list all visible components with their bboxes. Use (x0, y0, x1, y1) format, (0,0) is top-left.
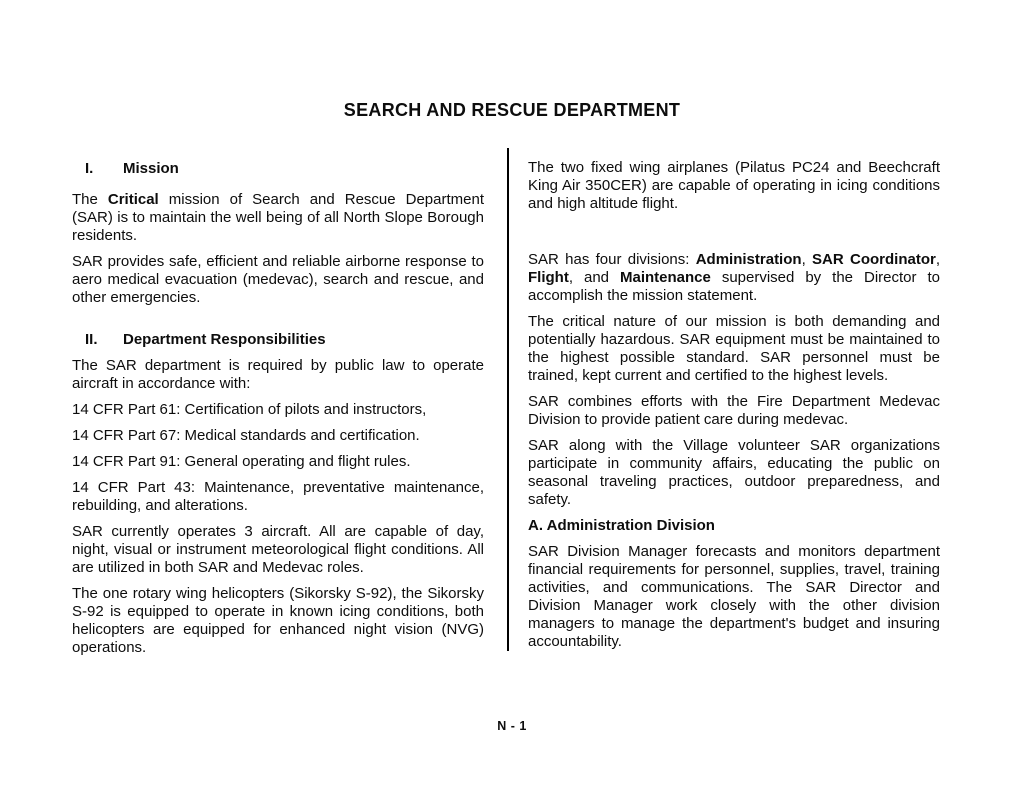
paragraph-sar-provides: SAR provides safe, efficient and reliable airborne response to aero medical evacuation (medevac), search and rescue, and other emergencies. (72, 253, 484, 306)
paragraph-divisions (528, 251, 940, 305)
page-number: N - 1 (497, 719, 527, 733)
text-run: mission of Search and Rescue Department (SAR) is to maintain the well being of all North Slope Borough residents. (72, 191, 484, 244)
heading-responsibilities-label: Department Responsibilities (123, 331, 326, 348)
paragraph-rotary-wing: The one rotary wing helicopters (Sikorsky S-92), the Sikorsky S-92 is equipped to operate in known icing conditions, both helicopters are equipped for enhanced night vision (NVG) operations. (72, 585, 484, 656)
text-run: , and (568, 269, 620, 286)
cfr-item-part-61: 14 CFR Part 61: Certification of pilots and instructors, (72, 401, 427, 418)
paragraph-village-volunteer: SAR along with the Village volunteer SAR organizations participate in community affairs, educating the public on seasonal traveling practices, outdoor preparedness, and safety. (528, 437, 940, 508)
right-column (528, 159, 940, 659)
text-run-bold-administration: Administration (695, 251, 802, 268)
text-run-bold: Critical (107, 191, 159, 208)
cfr-item-part-67: 14 CFR Part 67: Medical standards and certification. (72, 427, 420, 444)
cfr-item-part-91: 14 CFR Part 91: General operating and flight rules. (72, 453, 411, 470)
paragraph-critical-mission (72, 191, 484, 245)
text-run: , (935, 251, 940, 268)
heading-responsibilities-numeral: II. (85, 331, 98, 348)
cfr-item-part-43: 14 CFR Part 43: Maintenance, preventative maintenance, rebuilding, and alterations. (72, 479, 484, 514)
heading-mission-numeral: I. (85, 160, 94, 177)
paragraph-public-law: The SAR department is required by public law to operate aircraft in accordance with: (72, 357, 484, 392)
text-run: SAR has four divisions: (528, 251, 696, 268)
text-run-bold-maintenance: Maintenance (619, 269, 711, 286)
heading-responsibilities (72, 331, 484, 349)
paragraph-fire-medevac: SAR combines efforts with the Fire Department Medevac Division to provide patient care during medevac. (528, 393, 940, 428)
text-run: supervised by the Director to accomplish the mission statement. (528, 269, 940, 304)
paragraph-critical-nature: The critical nature of our mission is both demanding and potentially hazardous. SAR equipment must be maintained to the highest possible standard. SAR personnel must be trained, kept current and certified to the highest levels. (528, 313, 940, 384)
left-column (72, 160, 484, 665)
document-title: SEARCH AND RESCUE DEPARTMENT (343, 100, 681, 120)
text-run-bold-sar-coordinator: SAR Coordinator (812, 251, 936, 268)
paragraph-fixed-wing: The two fixed wing airplanes (Pilatus PC24 and Beechcraft King Air 350CER) are capable of operating in icing conditions and high altitude flight. (528, 159, 940, 212)
text-run-bold-flight: Flight (528, 269, 569, 286)
column-divider-line (507, 148, 509, 651)
text-run: , (801, 251, 813, 268)
heading-mission (72, 160, 484, 178)
paragraph-administration-division: SAR Division Manager forecasts and monitors department financial requirements for personnel, supplies, travel, training activities, and communications. The SAR Director and Division Manager work closely with the other division managers to manage the department's budget and insuring accountability. (528, 543, 940, 650)
heading-administration-division: A. Administration Division (528, 517, 715, 534)
text-run: The (72, 191, 108, 208)
heading-mission-label: Mission (123, 160, 179, 177)
paragraph-aircraft-fleet: SAR currently operates 3 aircraft. All are capable of day, night, visual or instrument meteorological flight conditions. All are utilized in both SAR and Medevac roles. (72, 523, 484, 576)
